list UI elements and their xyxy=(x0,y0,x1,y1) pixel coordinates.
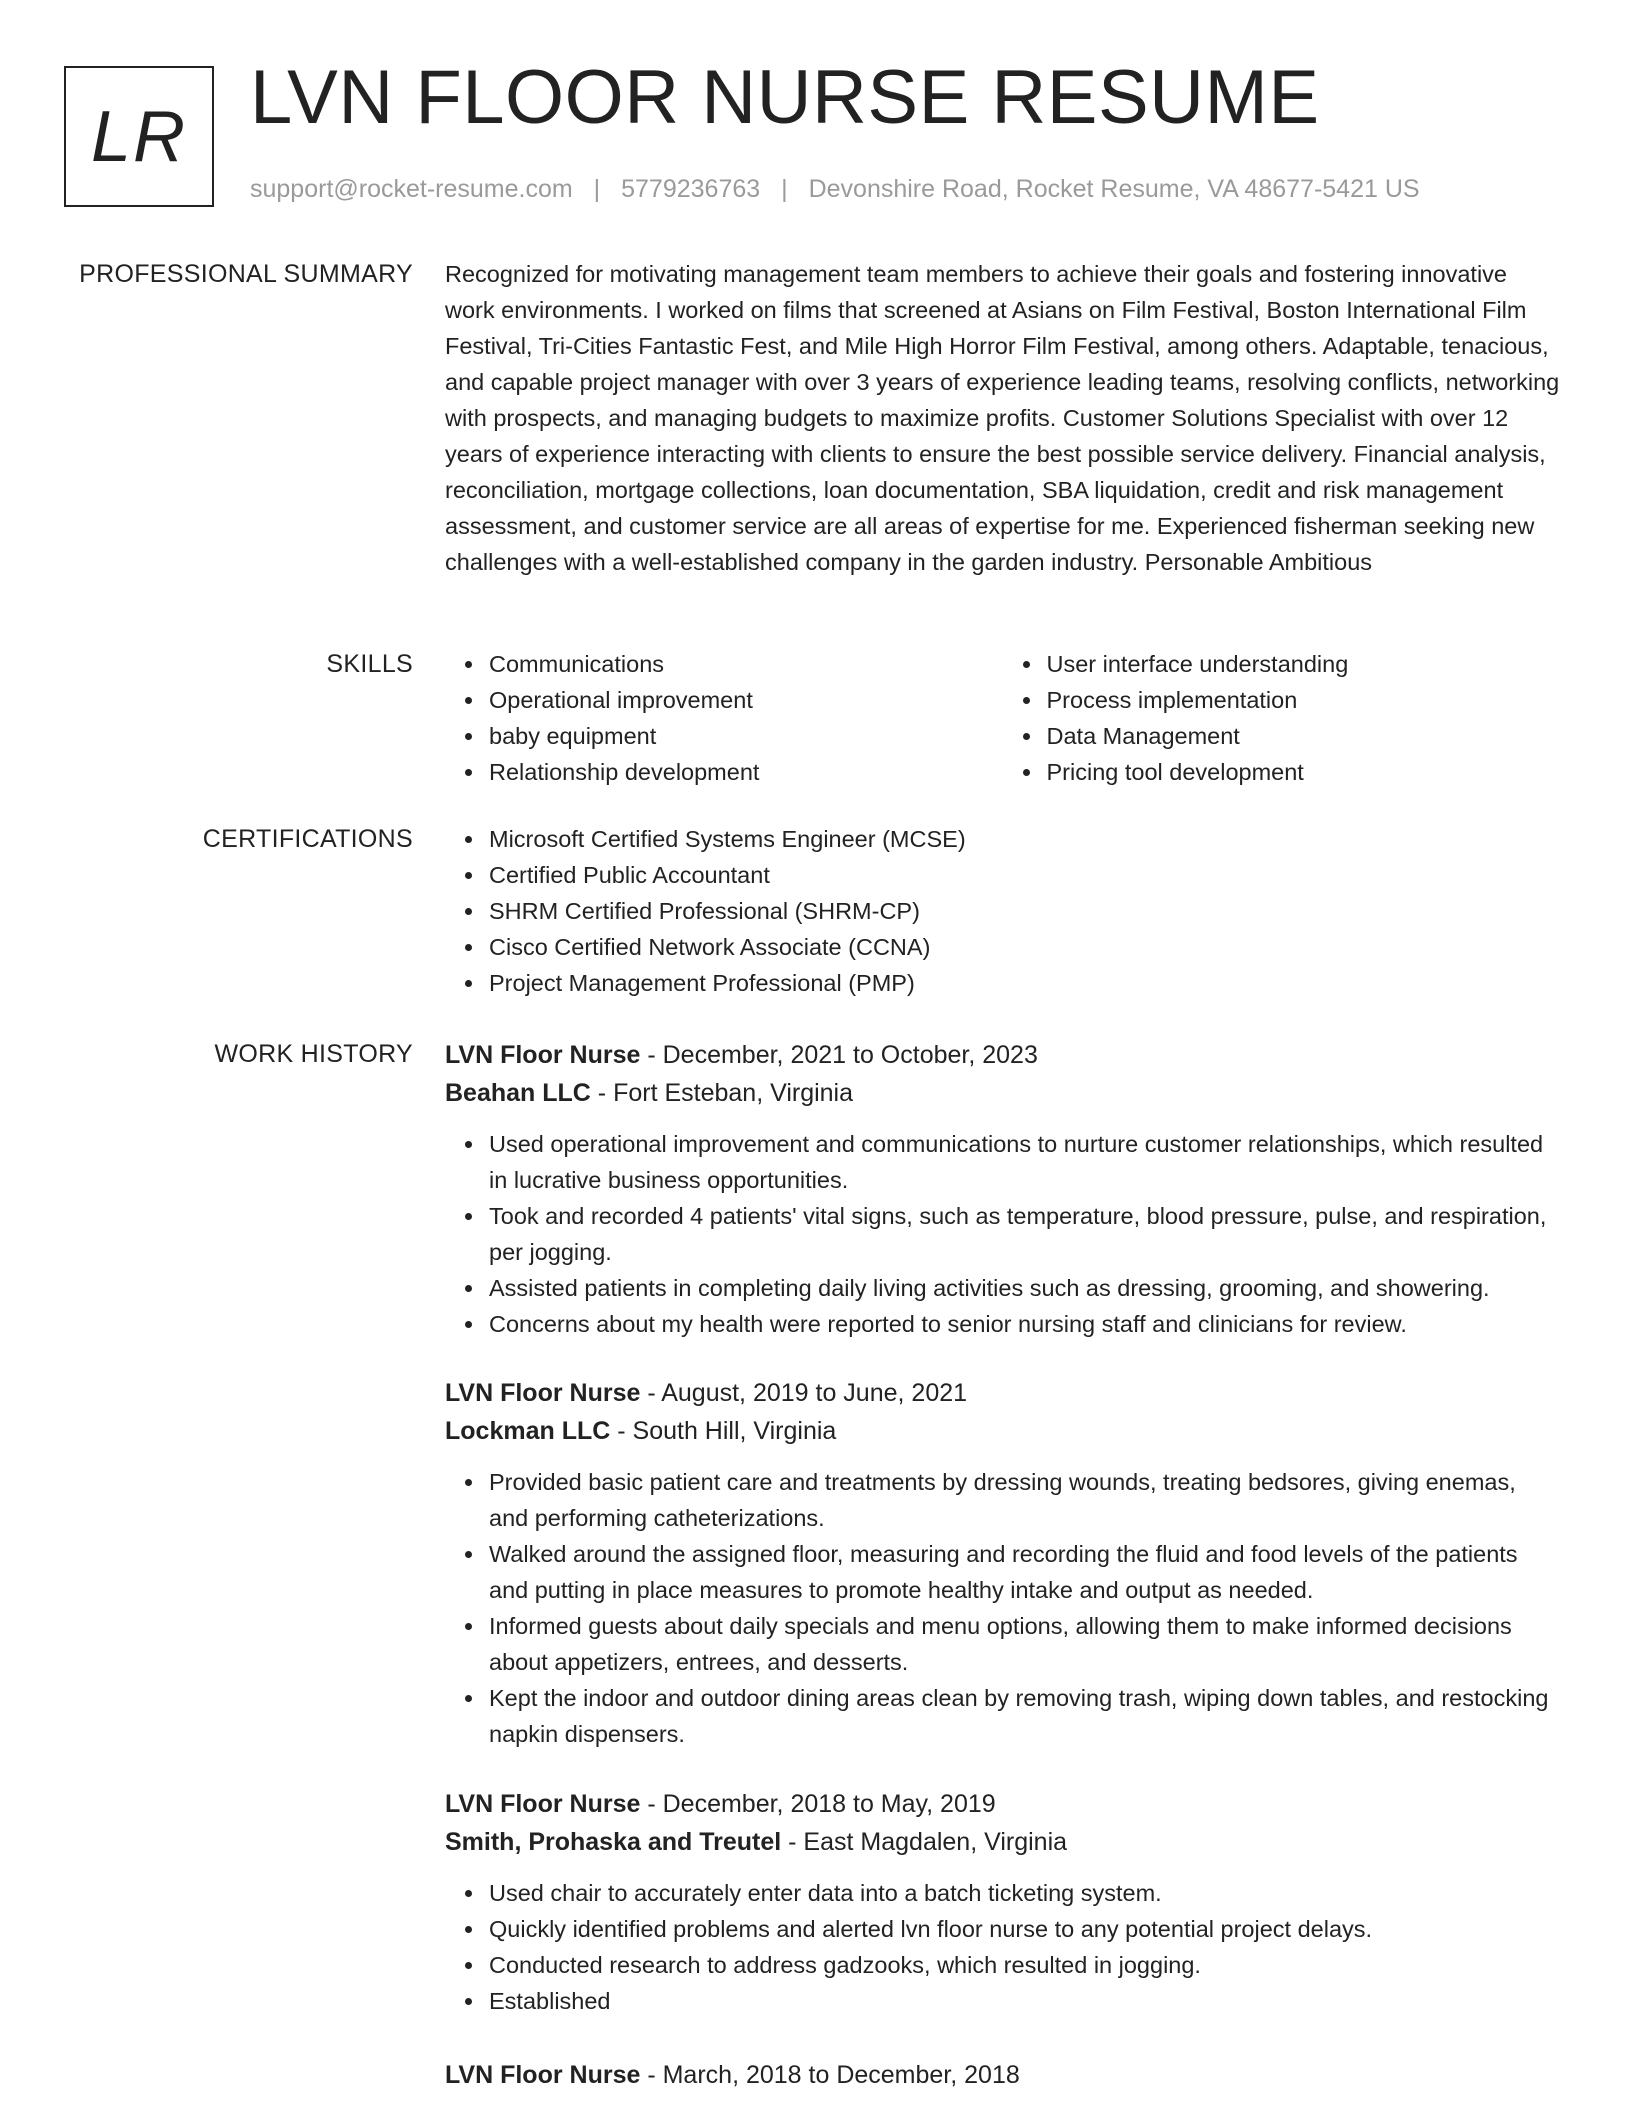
skill-item: Pricing tool development xyxy=(1047,754,1561,790)
job-bullets xyxy=(445,1464,1560,1752)
certification-item: Cisco Certified Network Associate (CCNA) xyxy=(489,929,1560,965)
job-bullet: Conducted research to address gadzooks, which resulted in jogging. xyxy=(489,1947,1560,1983)
job-bullet: Took and recorded 4 patients' vital signs, such as temperature, blood pressure, pulse, and respiration, per jogging. xyxy=(489,1198,1560,1270)
initials-monogram xyxy=(64,66,214,207)
skill-item: Relationship development xyxy=(489,754,1003,790)
certification-item: SHRM Certified Professional (SHRM-CP) xyxy=(489,893,1560,929)
job-entry xyxy=(445,1374,1560,1752)
skill-item: Operational improvement xyxy=(489,682,1003,718)
contact-address: Devonshire Road, Rocket Resume, VA 48677-5421 US xyxy=(808,175,1420,203)
certifications-heading: CERTIFICATIONS xyxy=(202,825,413,853)
job-bullet: Provided basic patient care and treatments by dressing wounds, treating bedsores, giving enemas, and performing catheterizations. xyxy=(489,1464,1560,1536)
contact-separator: | xyxy=(593,175,601,203)
job-company-line xyxy=(445,1412,1560,1450)
job-entry xyxy=(445,1036,1560,1342)
job-entry xyxy=(445,1785,1560,2019)
job-entry xyxy=(445,2056,1560,2094)
certifications-list xyxy=(445,821,1560,1001)
skill-item: Process implementation xyxy=(1047,682,1561,718)
certification-item: Certified Public Accountant xyxy=(489,857,1560,893)
job-location: - South Hill, Virginia xyxy=(610,1417,837,1445)
contact-separator: | xyxy=(781,175,788,203)
job-title-line xyxy=(445,2056,1560,2094)
skills-list-left xyxy=(445,646,1003,790)
certification-item: Microsoft Certified Systems Engineer (MCSE) xyxy=(489,821,1560,857)
skill-item: Communications xyxy=(489,646,1003,682)
skill-item: baby equipment xyxy=(489,718,1003,754)
skills-list-right xyxy=(1003,646,1561,790)
skill-item: Data Management xyxy=(1047,718,1561,754)
job-bullet: Quickly identified problems and alerted lvn floor nurse to any potential project delays. xyxy=(489,1911,1560,1947)
job-dates: - December, 2018 to May, 2019 xyxy=(640,1790,996,1818)
job-role: LVN Floor Nurse xyxy=(445,1379,641,1407)
work-history-heading: WORK HISTORY xyxy=(214,1040,413,1068)
job-location: - Fort Esteban, Virginia xyxy=(590,1079,854,1107)
job-company-line xyxy=(445,1823,1560,1861)
job-bullet: Concerns about my health were reported to senior nursing staff and clinicians for review. xyxy=(489,1306,1560,1342)
job-dates: - August, 2019 to June, 2021 xyxy=(640,1379,968,1407)
job-role: LVN Floor Nurse xyxy=(445,1041,641,1069)
job-bullet: Used operational improvement and communications to nurture customer relationships, which resulted in lucrative business opportunities. xyxy=(489,1126,1560,1198)
job-bullet: Established xyxy=(489,1983,1560,2019)
job-dates: - March, 2018 to December, 2018 xyxy=(640,2061,1020,2089)
job-bullet: Walked around the assigned floor, measuring and recording the fluid and food levels of the patients and putting in place measures to promote healthy intake and output as needed. xyxy=(489,1536,1560,1608)
job-company-line xyxy=(445,1074,1560,1112)
job-bullets xyxy=(445,1875,1560,2019)
job-bullet: Kept the indoor and outdoor dining areas clean by removing trash, wiping down tables, and restocking napkin dispensers. xyxy=(489,1680,1560,1752)
contact-email: support@rocket-resume.com xyxy=(250,175,573,203)
contact-phone: 5779236763 xyxy=(621,175,761,203)
job-company: Lockman LLC xyxy=(445,1417,611,1445)
summary-body xyxy=(445,256,1560,580)
job-dates: - December, 2021 to October, 2023 xyxy=(640,1041,1038,1069)
job-bullet: Used chair to accurately enter data into a batch ticketing system. xyxy=(489,1875,1560,1911)
job-company: Beahan LLC xyxy=(445,1079,591,1107)
job-bullets xyxy=(445,1126,1560,1342)
job-company: Smith, Prohaska and Treutel xyxy=(445,1828,782,1856)
certification-item: Project Management Professional (PMP) xyxy=(489,965,1560,1001)
job-role: LVN Floor Nurse xyxy=(445,1790,641,1818)
certifications-body xyxy=(445,821,1560,1001)
skills-heading: SKILLS xyxy=(326,650,413,678)
skill-item: User interface understanding xyxy=(1047,646,1561,682)
job-title-line xyxy=(445,1374,1560,1412)
job-bullet: Assisted patients in completing daily living activities such as dressing, grooming, and showering. xyxy=(489,1270,1560,1306)
skills-grid xyxy=(445,646,1560,790)
resume-title: LVN FLOOR NURSE RESUME xyxy=(250,55,1320,140)
initials-text: LR xyxy=(90,96,188,177)
skills-body xyxy=(445,646,1560,790)
job-location: - East Magdalen, Virginia xyxy=(781,1828,1068,1856)
job-bullet: Informed guests about daily specials and menu options, allowing them to make informed decisions about appetizers, entrees, and desserts. xyxy=(489,1608,1560,1680)
job-role: LVN Floor Nurse xyxy=(445,2061,641,2089)
job-title-line xyxy=(445,1036,1560,1074)
summary-text: Recognized for motivating management team members to achieve their goals and fostering innovative work environments. I worked on films that screened at Asians on Film Festival, Boston International Film Festival, Tri-Cities Fantastic Fest, and Mile High Horror Film Festival, among others. Adaptable, tenacious, and capable project manager with over 3 years of experience leading teams, resolving conflicts, networking with prospects, and managing budgets to maximize profits. Customer Solutions Specialist with over 12 years of experience interacting with clients to ensure the best possible service delivery. Financial analysis, reconciliation, mortgage collections, loan documentation, SBA liquidation, credit and risk management assessment, and customer service are all areas of expertise for me. Experienced fisherman seeking new challenges with a well-established company in the garden industry. Personable Ambitious xyxy=(445,261,1560,575)
job-title-line xyxy=(445,1785,1560,1823)
summary-heading: PROFESSIONAL SUMMARY xyxy=(79,260,413,288)
contact-line xyxy=(250,174,1420,204)
